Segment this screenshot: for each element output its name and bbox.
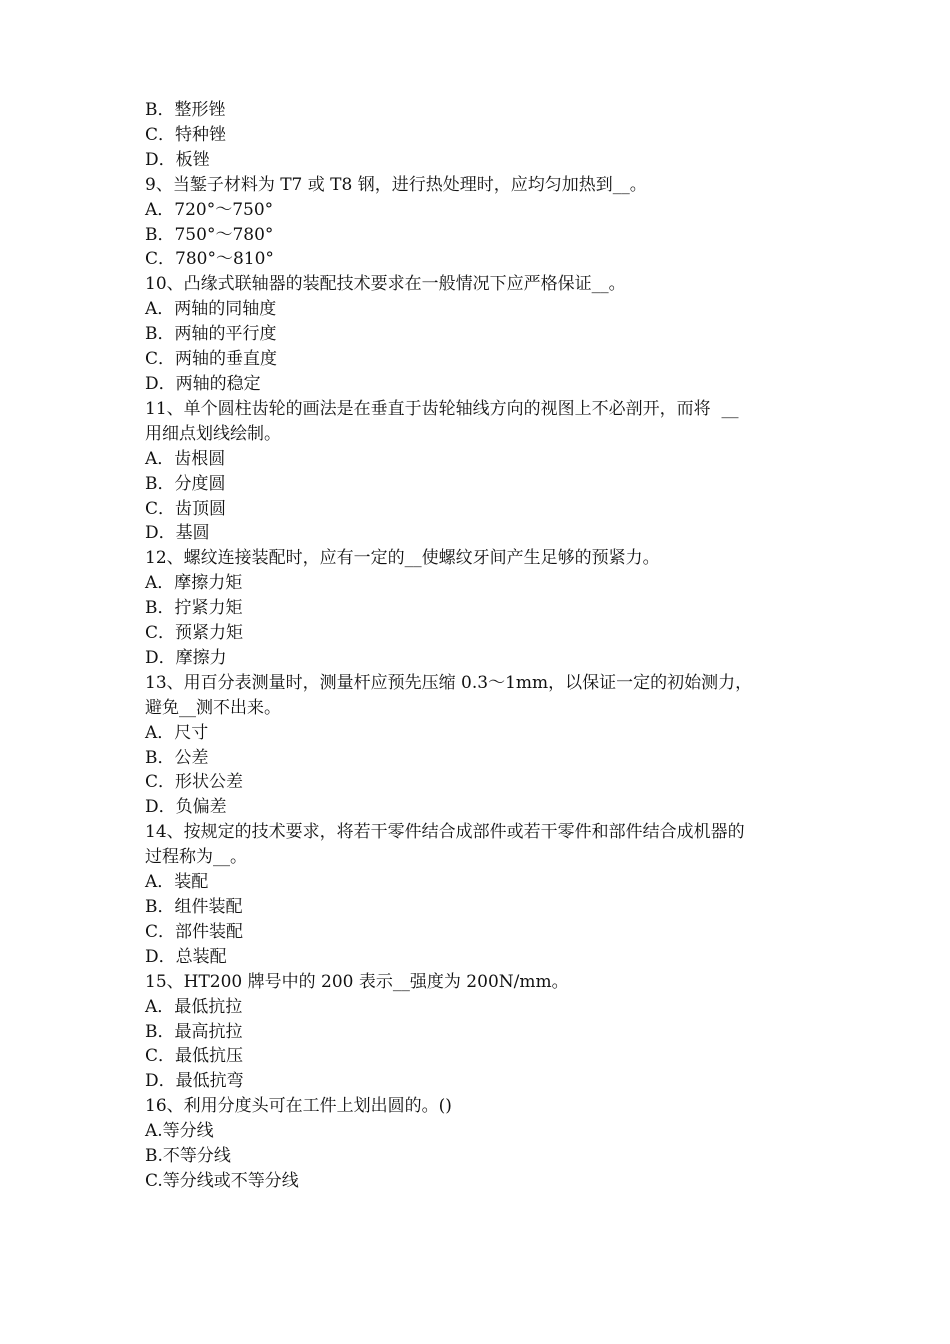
text-line: A．720°～750° — [145, 199, 274, 220]
text-line: D．板锉 — [145, 149, 210, 170]
question-line: 10、凸缘式联轴器的装配技术要求在一般情况下应严格保证__。 — [145, 274, 626, 295]
text-line: 用细点划线绘制。 — [145, 423, 281, 444]
question-line: 14、按规定的技术要求，将若干零件结合成部件或若干零件和部件结合成机器的 — [145, 822, 745, 843]
text-line: D．摩擦力 — [145, 647, 227, 668]
text-line: B．整形锉 — [145, 100, 226, 120]
text-line: C．形状公差 — [145, 772, 244, 793]
text-line: B．组件装配 — [145, 897, 243, 917]
question-line: 13、用百分表测量时，测量杆应预先压缩 0.3～1mm，以保证一定的初始测力， — [145, 672, 753, 693]
text-line: D．负偏差 — [145, 797, 227, 818]
text-line: C．780°～810° — [145, 249, 274, 270]
question-line: 16、利用分度头可在工件上划出圆的。() — [145, 1096, 452, 1117]
text-line: D．总装配 — [145, 946, 227, 967]
text-line: A．两轴的同轴度 — [145, 299, 277, 320]
text-line: B．750°～780° — [145, 224, 274, 245]
text-line: D．两轴的稳定 — [145, 373, 261, 394]
text-line: C．齿顶圆 — [145, 498, 227, 519]
text-line: C．两轴的垂直度 — [145, 349, 278, 370]
text-line: B．拧紧力矩 — [145, 598, 243, 619]
text-line: C．部件装配 — [145, 921, 244, 942]
text-line: C．预紧力矩 — [145, 623, 244, 644]
text-line: A．尺寸 — [145, 722, 209, 743]
text-line: A．齿根圆 — [145, 448, 226, 469]
text-line: B．分度圆 — [145, 473, 226, 494]
text-line: B．公差 — [145, 747, 209, 768]
text-line: C．最低抗压 — [145, 1046, 244, 1067]
text-line: C.等分线或不等分线 — [145, 1170, 299, 1191]
text-line: A．最低抗拉 — [145, 996, 243, 1017]
text-line: D．基圆 — [145, 523, 210, 544]
text-line: C．特种锉 — [145, 124, 227, 145]
document-body — [145, 98, 815, 1194]
text-line: B．两轴的平行度 — [145, 324, 277, 345]
question-line: 12、螺纹连接装配时，应有一定的__使螺纹牙间产生足够的预紧力。 — [145, 548, 660, 569]
text-line: B．最高抗拉 — [145, 1021, 243, 1042]
text-line: A．摩擦力矩 — [145, 573, 243, 594]
text-line: 过程称为__。 — [145, 847, 247, 868]
question-line: 15、HT200 牌号中的 200 表示__强度为 200N/mm。 — [145, 971, 569, 992]
text-line: 避免__测不出来。 — [145, 697, 281, 718]
text-line: D．最低抗弯 — [145, 1071, 244, 1092]
text-line: B.不等分线 — [145, 1146, 231, 1167]
text-line: A．装配 — [145, 872, 209, 893]
text-line: A.等分线 — [145, 1121, 214, 1142]
question-line: 11、单个圆柱齿轮的画法是在垂直于齿轮轴线方向的视图上不必剖开，而将 __ — [145, 398, 739, 419]
question-line: 9、当錾子材料为 T7 或 T8 钢，进行热处理时，应均匀加热到__。 — [145, 174, 647, 195]
